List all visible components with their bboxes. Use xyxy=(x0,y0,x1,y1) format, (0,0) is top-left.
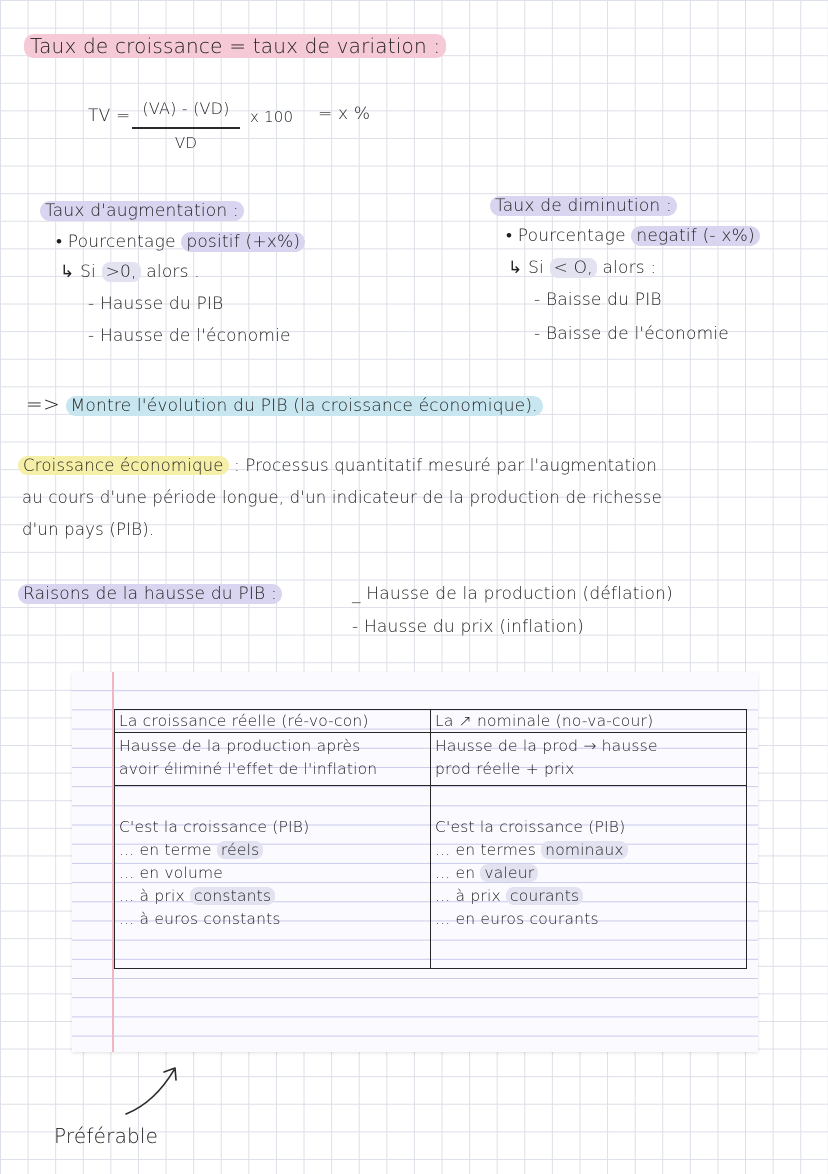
header-nominal-growth xyxy=(431,710,747,733)
table-header-row xyxy=(115,710,747,733)
page-title-text: Taux de croissance = taux de variation : xyxy=(24,34,446,58)
formula-times: x 100 xyxy=(250,108,294,126)
row1-left-line-2: avoir éliminé l'effet de l'inflation xyxy=(119,760,378,778)
row2-left-line-1: C'est la croissance (PIB) xyxy=(119,818,310,836)
definition-line-3: d'un pays (PIB). xyxy=(22,520,155,539)
definition-line-1-text: : Processus quantitatif mesuré par l'augmentation xyxy=(234,456,658,475)
decrease-heading-text: Taux de diminution : xyxy=(490,196,677,216)
reasons-item-1: _ Hausse de la production (déflation) xyxy=(352,584,673,604)
row2-right-line-4 xyxy=(435,885,742,908)
row2-left-line-2-hl: réels xyxy=(217,841,264,859)
table-row xyxy=(115,786,747,969)
arrow-up-right-icon xyxy=(118,1060,188,1120)
row1-right-line-1: Hausse de la prod → hausse xyxy=(435,737,658,755)
table-row xyxy=(115,733,747,786)
header-nominal-growth-text: La ↗ nominale (no-va-cour) xyxy=(435,712,654,730)
row2-right-line-2-pre: ... en termes xyxy=(435,841,537,859)
decrease-cond-post: alors : xyxy=(602,258,657,278)
row2-left-line-3: ... en volume xyxy=(119,864,224,882)
row1-left-line-1: Hausse de la production après xyxy=(119,737,361,755)
decrease-condition: ↳ Si < O, alors : xyxy=(508,258,657,278)
decrease-heading xyxy=(490,196,677,216)
reasons-label-text: Raisons de la hausse du PIB : xyxy=(18,584,282,604)
row2-left-line-5: ... à euros constants xyxy=(119,910,281,928)
increase-condition: ↳ Si >0, alors . xyxy=(60,262,200,282)
row2-right-line-1: C'est la croissance (PIB) xyxy=(435,818,626,836)
row2-left-line-2-pre: ... en terme xyxy=(119,841,212,859)
header-real-growth xyxy=(115,710,431,733)
row2-left xyxy=(115,786,431,969)
formula-result: = x % xyxy=(318,104,371,124)
reasons-item-2: - Hausse du prix (inflation) xyxy=(352,617,585,637)
row1-right xyxy=(431,733,747,786)
increase-heading xyxy=(40,201,244,221)
increase-bullet-highlight: positif (+x%) xyxy=(181,232,305,252)
comparison-table xyxy=(114,709,747,969)
increase-bullet-text: Pourcentage xyxy=(67,232,176,252)
definition-line-1 xyxy=(18,456,657,475)
conclusion-arrow: => xyxy=(26,392,60,416)
increase-cond-pre: Si xyxy=(80,262,96,282)
row1-left xyxy=(115,733,431,786)
definition-line-2: au cours d'une période longue, d'un indicateur de la production de richesse xyxy=(22,488,662,507)
row2-left-line-2 xyxy=(119,839,426,862)
row2-right-line-2-hl: nominaux xyxy=(541,841,628,859)
row2-right-line-5: ... en euros courants xyxy=(435,910,599,928)
header-real-growth-text: La croissance réelle (ré-vo-con) xyxy=(119,712,369,730)
increase-cond-highlight: >0, xyxy=(102,262,141,282)
row2-left-line-4 xyxy=(119,885,426,908)
page-title xyxy=(24,34,446,58)
formula-lhs: TV = xyxy=(88,106,131,126)
row2-left-line-4-pre: ... à prix xyxy=(119,887,185,905)
increase-bullet: • Pourcentage positif (+x%) xyxy=(56,232,305,252)
formula-denominator: VD xyxy=(174,134,198,152)
increase-cond-post: alors . xyxy=(146,262,200,282)
row1-right-line-2: prod réelle + prix xyxy=(435,760,575,778)
decrease-cond-pre: Si xyxy=(528,258,544,278)
row2-left-line-4-hl: constants xyxy=(190,887,275,905)
increase-item-2: - Hausse de l'économie xyxy=(88,326,291,346)
reasons-label xyxy=(18,584,282,604)
row2-right-line-4-hl: courants xyxy=(506,887,583,905)
row2-right xyxy=(431,786,747,969)
increase-heading-text: Taux d'augmentation : xyxy=(40,201,244,221)
preferable-note: Préférable xyxy=(54,1124,159,1148)
increase-item-1: - Hausse du PIB xyxy=(88,294,224,314)
decrease-cond-highlight: < O, xyxy=(550,258,597,278)
conclusion xyxy=(26,392,543,416)
decrease-item-2: - Baisse de l'économie xyxy=(534,324,729,344)
row2-right-line-4-pre: ... à prix xyxy=(435,887,501,905)
decrease-bullet: • Pourcentage negatif (- x%) xyxy=(506,226,760,246)
definition-term: Croissance économique xyxy=(18,456,229,475)
row2-right-line-3-hl: valeur xyxy=(480,864,538,882)
decrease-bullet-highlight: negatif (- x%) xyxy=(631,226,759,246)
row2-right-line-3 xyxy=(435,862,742,885)
conclusion-text: Montre l'évolution du PIB (la croissance économique). xyxy=(66,396,543,416)
formula-numerator: (VA) - (VD) xyxy=(142,99,230,118)
decrease-item-1: - Baisse du PIB xyxy=(534,290,662,310)
row2-right-line-2 xyxy=(435,839,742,862)
row2-right-line-3-pre: ... en xyxy=(435,864,476,882)
formula-fraction-bar xyxy=(132,127,240,129)
decrease-bullet-text: Pourcentage xyxy=(517,226,626,246)
